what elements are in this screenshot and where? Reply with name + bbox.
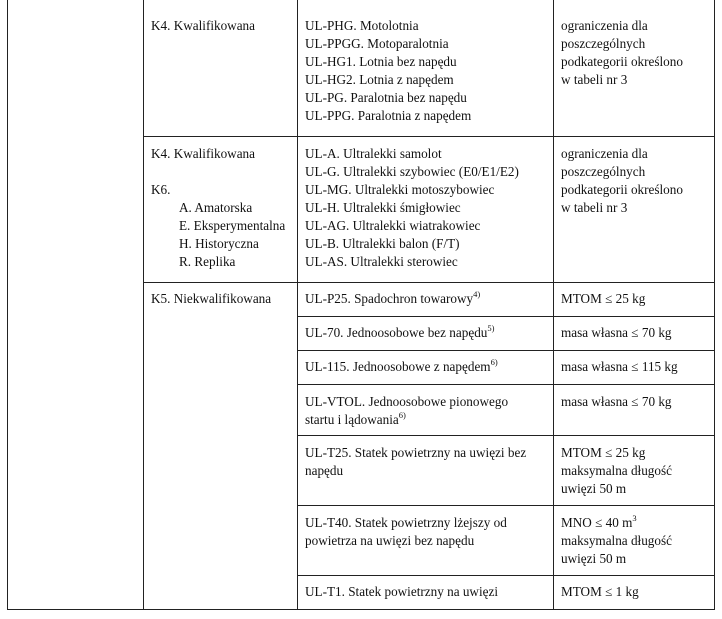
category-line: K4. Kwalifikowana — [151, 18, 256, 33]
class-line: UL-PHG. Motolotnia — [305, 18, 419, 33]
limit-cell — [561, 17, 711, 89]
class-line: UL-G. Ultralekki szybowiec (E0/E1/E2) — [305, 164, 519, 179]
category-line: K4. Kwalifikowana — [151, 146, 256, 161]
limit-line: uwięzi 50 m — [561, 481, 627, 496]
limit-cell — [561, 145, 711, 217]
category-line: K6. — [151, 182, 171, 197]
subrow-divider — [297, 505, 715, 506]
table-col-divider-2 — [297, 0, 298, 609]
subrow-divider — [297, 435, 715, 436]
class-line: UL-H. Ultralekki śmigłowiec — [305, 200, 461, 215]
limit-cell — [561, 324, 711, 342]
limit-line: masa własna ≤ 70 kg — [561, 394, 672, 409]
footnote-ref: 6) — [490, 356, 498, 367]
class-line: UL-VTOL. Jednoosobowe pionowego — [305, 394, 509, 409]
class-line: UL-T1. Statek powietrzny na uwięzi — [305, 584, 498, 599]
row-divider — [143, 282, 715, 283]
limit-line: poszczególnych — [561, 36, 646, 51]
class-line: UL-AG. Ultralekki wiatrakowiec — [305, 218, 481, 233]
limit-cell — [561, 514, 711, 568]
footnote-ref: 6) — [398, 409, 406, 420]
class-line: UL-HG1. Lotnia bez napędu — [305, 54, 457, 69]
category-cell — [151, 145, 296, 271]
table-left-border — [7, 0, 8, 609]
class-cell — [305, 444, 551, 480]
subrow-divider — [297, 316, 715, 317]
limit-line: masa własna ≤ 115 kg — [561, 359, 678, 374]
category-cell — [151, 290, 296, 308]
limit-line: maksymalna długość — [561, 463, 672, 478]
class-cell — [305, 358, 551, 376]
subcategory-line: E. Eksperymentalna — [179, 218, 286, 233]
class-cell — [305, 145, 551, 271]
class-line: UL-A. Ultralekki samolot — [305, 146, 442, 161]
class-line: UL-B. Ultralekki balon (F/T) — [305, 236, 460, 251]
limit-line: ograniczenia dla — [561, 146, 648, 161]
class-cell — [305, 324, 551, 342]
limit-cell — [561, 583, 711, 601]
limit-cell — [561, 444, 711, 498]
limit-line: w tabeli nr 3 — [561, 72, 628, 87]
class-line: UL-T25. Statek powietrzny na uwięzi bez — [305, 445, 527, 460]
table-right-border — [714, 0, 715, 609]
class-cell — [305, 393, 551, 429]
limit-line: poszczególnych — [561, 164, 646, 179]
limit-line: maksymalna długość — [561, 533, 672, 548]
class-cell — [305, 17, 550, 125]
limit-line: MTOM ≤ 25 kg — [561, 445, 646, 460]
category-cell — [151, 17, 291, 35]
limit-line: podkategorii określono — [561, 54, 683, 69]
limit-cell — [561, 393, 711, 411]
class-line: UL-T40. Statek powietrzny lżejszy od — [305, 515, 507, 530]
limit-line: MTOM ≤ 25 kg — [561, 291, 646, 306]
table-col-divider-1 — [143, 0, 144, 609]
class-cell — [305, 290, 551, 308]
footnote-ref: 4) — [473, 288, 481, 299]
class-line: UL-PPGG. Motoparalotnia — [305, 36, 449, 51]
class-cell — [305, 514, 551, 550]
subcategory-line: R. Replika — [179, 254, 236, 269]
class-line: UL-MG. Ultralekki motoszybowiec — [305, 182, 495, 197]
class-line: powietrza na uwięzi bez napędu — [305, 533, 475, 548]
unit-exponent: 3 — [632, 512, 637, 523]
category-line: K5. Niekwalifikowana — [151, 291, 272, 306]
row-divider — [143, 136, 715, 137]
class-line: UL-70. Jednoosobowe bez napędu — [305, 325, 488, 340]
limit-line: w tabeli nr 3 — [561, 200, 628, 215]
subrow-divider — [297, 350, 715, 351]
class-line: UL-PPG. Paralotnia z napędem — [305, 108, 472, 123]
class-line: UL-115. Jednoosobowe z napędem — [305, 359, 491, 374]
limit-line: masa własna ≤ 70 kg — [561, 325, 672, 340]
limit-line: MNO ≤ 40 m — [561, 515, 633, 530]
class-line: UL-HG2. Lotnia z napędem — [305, 72, 454, 87]
class-line: UL-P25. Spadochron towarowy — [305, 291, 474, 306]
limit-line: uwięzi 50 m — [561, 551, 627, 566]
class-cell — [305, 583, 551, 601]
subcategory-line: H. Historyczna — [179, 236, 259, 251]
class-line: napędu — [305, 463, 344, 478]
limit-line: MTOM ≤ 1 kg — [561, 584, 639, 599]
class-line: UL-PG. Paralotnia bez napędu — [305, 90, 467, 105]
subrow-divider — [297, 384, 715, 385]
subcategory-line: A. Amatorska — [179, 200, 253, 215]
limit-cell — [561, 290, 711, 308]
subrow-divider — [297, 575, 715, 576]
footnote-ref: 5) — [487, 322, 495, 333]
limit-line: ograniczenia dla — [561, 18, 648, 33]
class-line: startu i lądowania — [305, 412, 399, 427]
table-col-divider-3 — [553, 0, 554, 609]
limit-line: podkategorii określono — [561, 182, 683, 197]
table-bottom-border — [7, 609, 715, 610]
class-line: UL-AS. Ultralekki sterowiec — [305, 254, 458, 269]
limit-cell — [561, 358, 711, 376]
